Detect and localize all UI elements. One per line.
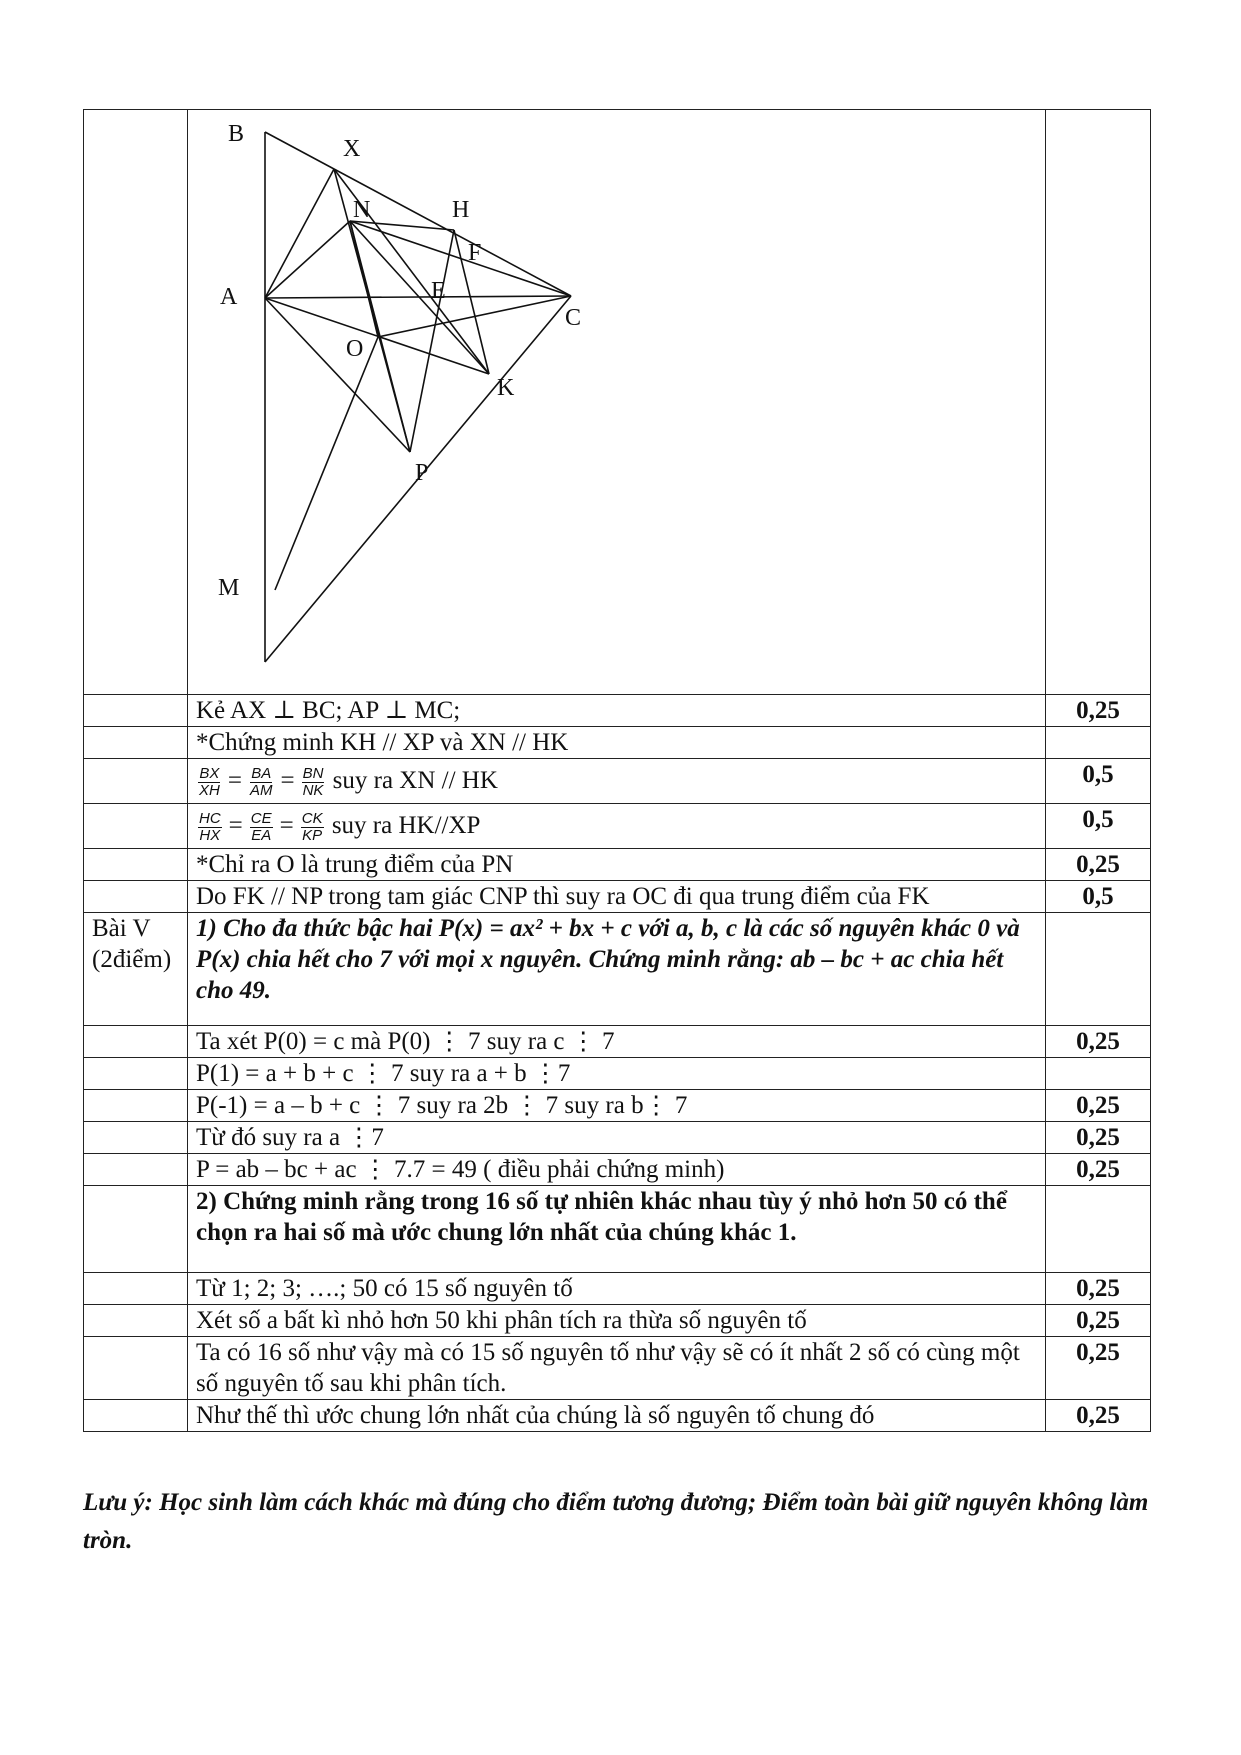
step-text: Do FK // NP trong tam giác CNP thì suy ra OC đi qua trung điểm của FK	[188, 881, 1046, 913]
label-A: A	[220, 284, 238, 310]
problem-row	[84, 913, 1151, 1026]
step-score: 0,25	[1046, 849, 1151, 881]
step-score: 0,25	[1046, 1122, 1151, 1154]
label-B: B	[228, 121, 245, 147]
table-row	[84, 849, 1151, 881]
step-text: P(1) = a + b + c ⋮ 7 suy ra a + b ⋮7	[188, 1058, 1046, 1090]
table-row	[84, 1305, 1151, 1337]
table-row	[84, 759, 1151, 804]
geometry-figure	[188, 110, 1028, 686]
table-row	[84, 1026, 1151, 1058]
step-tail: suy ra HK//XP	[331, 812, 481, 839]
table-row	[84, 727, 1151, 759]
section-points: (2điểm)	[92, 946, 172, 973]
line-AN	[265, 221, 350, 298]
figure-row	[84, 110, 1151, 695]
fraction: $\frac{BN}{NK}$	[302, 764, 324, 799]
label-M: M	[218, 575, 240, 601]
section-title: Bài V	[92, 915, 151, 942]
table-row	[84, 1337, 1151, 1400]
step-score: 0,25	[1046, 1273, 1151, 1305]
step-score: 0,25	[1046, 1090, 1151, 1122]
label-K: K	[497, 375, 515, 401]
table-row	[84, 1122, 1151, 1154]
fraction-step: $\frac{HC}{HX}$ = $\frac{CE}{EA}$ = $\frac{CK}{KP}$ suy ra HK//XP	[188, 804, 1046, 849]
line-AX	[265, 169, 334, 298]
step-text: Như thế thì ước chung lớn nhất của chúng là số nguyên tố chung đó	[188, 1400, 1046, 1432]
fraction: $\frac{HC}{HX}$	[199, 809, 221, 844]
step-score: 0,25	[1046, 1305, 1151, 1337]
step-score: 0,5	[1046, 804, 1151, 849]
label-O: O	[346, 336, 364, 362]
table-row	[84, 695, 1151, 727]
label-E: E	[431, 278, 446, 304]
label-H: H	[452, 197, 470, 223]
table-row	[84, 1273, 1151, 1305]
problem-row	[84, 1186, 1151, 1273]
fraction: $\frac{BA}{AM}$	[249, 764, 273, 799]
step-score: 0,5	[1046, 881, 1151, 913]
line-OM	[275, 337, 378, 590]
step-score: 0,25	[1046, 1154, 1151, 1186]
step-score: 0,25	[1046, 1026, 1151, 1058]
step-text: *Chỉ ra O là trung điểm của PN	[188, 849, 1046, 881]
step-score: 0,25	[1046, 1337, 1151, 1400]
line-ON	[350, 221, 378, 337]
label-P: P	[415, 460, 429, 486]
table-row	[84, 1400, 1151, 1432]
step-text: Ta có 16 số như vậy mà có 15 số nguyên tố như vậy sẽ có ít nhất 2 số có cùng một số nguyên tố sau khi phân tích.	[188, 1337, 1046, 1400]
section-label	[84, 913, 188, 1026]
step-score: 0,25	[1046, 695, 1151, 727]
label-F: F	[468, 240, 482, 266]
line-BC	[265, 132, 571, 296]
table-row	[84, 1090, 1151, 1122]
geometry-figure-cell	[188, 110, 1046, 695]
step-text: Từ 1; 2; 3; ….; 50 có 15 số nguyên tố	[188, 1273, 1046, 1305]
step-text: Xét số a bất kì nhỏ hơn 50 khi phân tích ra thừa số nguyên tố	[188, 1305, 1046, 1337]
table-row	[84, 1154, 1151, 1186]
fraction: $\frac{CE}{EA}$	[250, 809, 272, 844]
step-text: Kẻ AX ⊥ BC; AP ⊥ MC;	[188, 695, 1046, 727]
step-text: Ta xét P(0) = c mà P(0) ⋮ 7 suy ra c ⋮ 7	[188, 1026, 1046, 1058]
label-C: C	[565, 305, 582, 331]
fraction: $\frac{CK}{KP}$	[301, 809, 323, 844]
step-tail: suy ra XN // HK	[332, 767, 498, 794]
table-row	[84, 881, 1151, 913]
grading-note: Lưu ý: Học sinh làm cách khác mà đúng cho điểm tương đương; Điểm toàn bài giữ nguyên không làm tròn.	[83, 1489, 1149, 1554]
step-score: 0,25	[1046, 1400, 1151, 1432]
label-X: X	[343, 136, 361, 162]
problem-2-text: 2) Chứng minh rằng trong 16 số tự nhiên khác nhau tùy ý nhỏ hơn 50 có thể chọn ra hai số mà ước chung lớn nhất của chúng khác 1.	[188, 1186, 1046, 1273]
answer-table	[83, 109, 1151, 1432]
step-score: 0,5	[1046, 759, 1151, 804]
step-score	[1046, 1058, 1151, 1090]
table-row	[84, 804, 1151, 849]
line-AP	[265, 298, 410, 452]
step-text: Từ đó suy ra a ⋮7	[188, 1122, 1046, 1154]
step-score	[1046, 727, 1151, 759]
problem-1-text: 1) Cho đa thức bậc hai P(x) = ax² + bx + c với a, b, c là các số nguyên khác 0 và P(x) chia hết cho 7 với mọi x nguyên. Chứng minh rằng: ab – bc + ac chia hết cho 49.	[188, 913, 1046, 1026]
step-text: *Chứng minh KH // XP và XN // HK	[188, 727, 1046, 759]
label-N: N	[353, 197, 371, 223]
point-labels	[218, 121, 581, 601]
table-row	[84, 1058, 1151, 1090]
step-text: P = ab – bc + ac ⋮ 7.7 = 49 ( điều phải chứng minh)	[188, 1154, 1046, 1186]
line-HP	[410, 230, 454, 452]
fraction-step: $\frac{BX}{XH}$ = $\frac{BA}{AM}$ = $\frac{BN}{NK}$ suy ra XN // HK	[188, 759, 1046, 804]
fraction: $\frac{BX}{XH}$	[199, 764, 220, 799]
step-text: P(-1) = a – b + c ⋮ 7 suy ra 2b ⋮ 7 suy ra b⋮ 7	[188, 1090, 1046, 1122]
